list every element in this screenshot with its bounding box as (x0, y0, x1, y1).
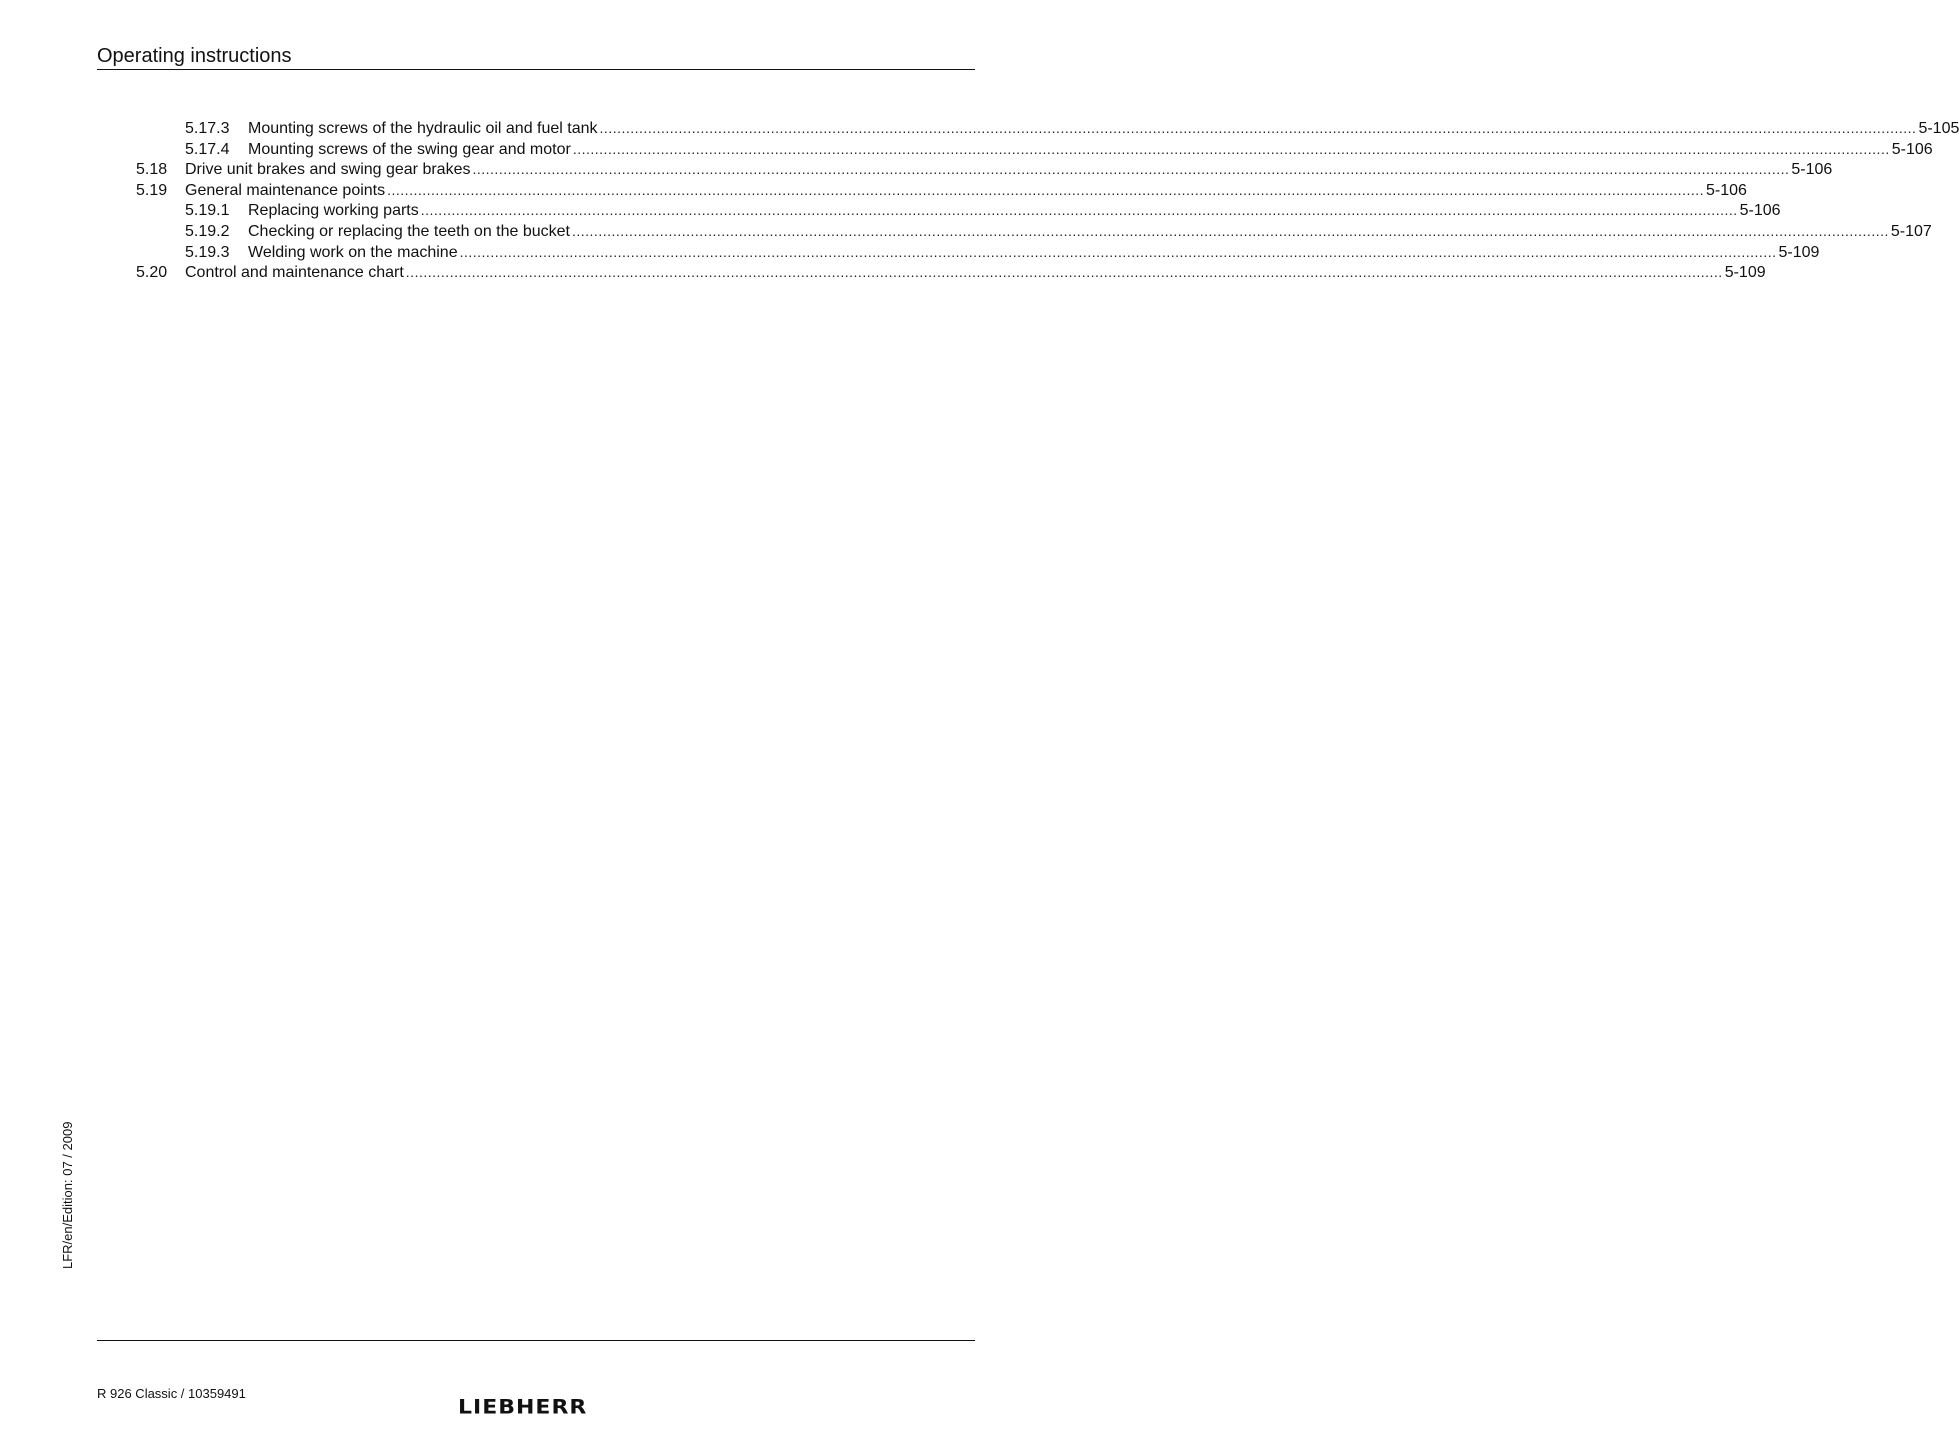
toc-entry[interactable] (185, 242, 1820, 263)
toc-entry-title: Drive unit brakes and swing gear brakes (185, 161, 471, 178)
toc-entry-number: 5.20 (136, 264, 168, 281)
toc-entry-title: General maintenance points (185, 182, 386, 199)
liebherr-logo: LIEBHERR (458, 1396, 588, 1419)
toc-entry[interactable] (185, 200, 1781, 221)
toc-entry-title: Mounting screws of the hydraulic oil and fuel tank (248, 120, 598, 137)
toc-entry-number: 5.19.3 (185, 244, 230, 261)
footer-divider (97, 1340, 975, 1341)
toc-leader-dots: ............................................................................................................................................................................................................................................................................................................ (420, 202, 1738, 218)
toc-entry[interactable] (185, 139, 1933, 160)
toc-leader-dots: ............................................................................................................................................................................................................................................................................................................ (472, 161, 1790, 177)
toc-entry-page: 5-109 (1724, 264, 1766, 281)
toc-leader-dots: ............................................................................................................................................................................................................................................................................................................ (459, 244, 1777, 260)
toc-entry-title: Replacing working parts (248, 202, 419, 219)
toc-entry-number: 5.17.4 (185, 141, 230, 158)
toc-entry-page: 5-105 (1918, 120, 1959, 137)
toc-leader-dots: ............................................................................................................................................................................................................................................................................................................ (599, 120, 1917, 136)
model-number: R 926 Classic / 10359491 (97, 1386, 246, 1401)
toc-entry-number: 5.19 (136, 182, 168, 199)
toc-entry[interactable] (185, 118, 1959, 139)
toc-entry-title: Mounting screws of the swing gear and motor (248, 141, 571, 158)
toc-leader-dots: ............................................................................................................................................................................................................................................................................................................ (572, 141, 1890, 157)
toc-leader-dots: ............................................................................................................................................................................................................................................................................................................ (571, 223, 1889, 239)
toc-entry-page: 5-107 (1890, 223, 1932, 240)
toc-leader-dots: ............................................................................................................................................................................................................................................................................................................ (387, 182, 1705, 198)
toc-entry-page: 5-106 (1891, 141, 1933, 158)
toc-entry[interactable] (136, 159, 1833, 180)
toc-entry-title: Welding work on the machine (248, 244, 458, 261)
toc-entry-page: 5-106 (1791, 161, 1833, 178)
toc-entry[interactable] (136, 180, 1747, 201)
toc-entry-title: Control and maintenance chart (185, 264, 404, 281)
toc-entry-number: 5.18 (136, 161, 168, 178)
toc-entry-page: 5-106 (1706, 182, 1747, 199)
edition-note: LFR/en/Edition: 07 / 2009 (60, 1121, 75, 1269)
toc-entry-page: 5-109 (1778, 244, 1820, 261)
toc-entry-number: 5.17.3 (185, 120, 230, 137)
page-title: Operating instructions (97, 45, 292, 67)
toc-entry[interactable] (185, 221, 1932, 242)
header-divider (97, 69, 975, 70)
toc-entry[interactable] (136, 262, 1766, 283)
toc-entry-number: 5.19.2 (185, 223, 230, 240)
toc-entry-title: Checking or replacing the teeth on the bucket (248, 223, 570, 240)
toc-entry-number: 5.19.1 (185, 202, 230, 219)
toc-entry-page: 5-106 (1739, 202, 1781, 219)
toc-leader-dots: ............................................................................................................................................................................................................................................................................................................ (405, 264, 1723, 280)
